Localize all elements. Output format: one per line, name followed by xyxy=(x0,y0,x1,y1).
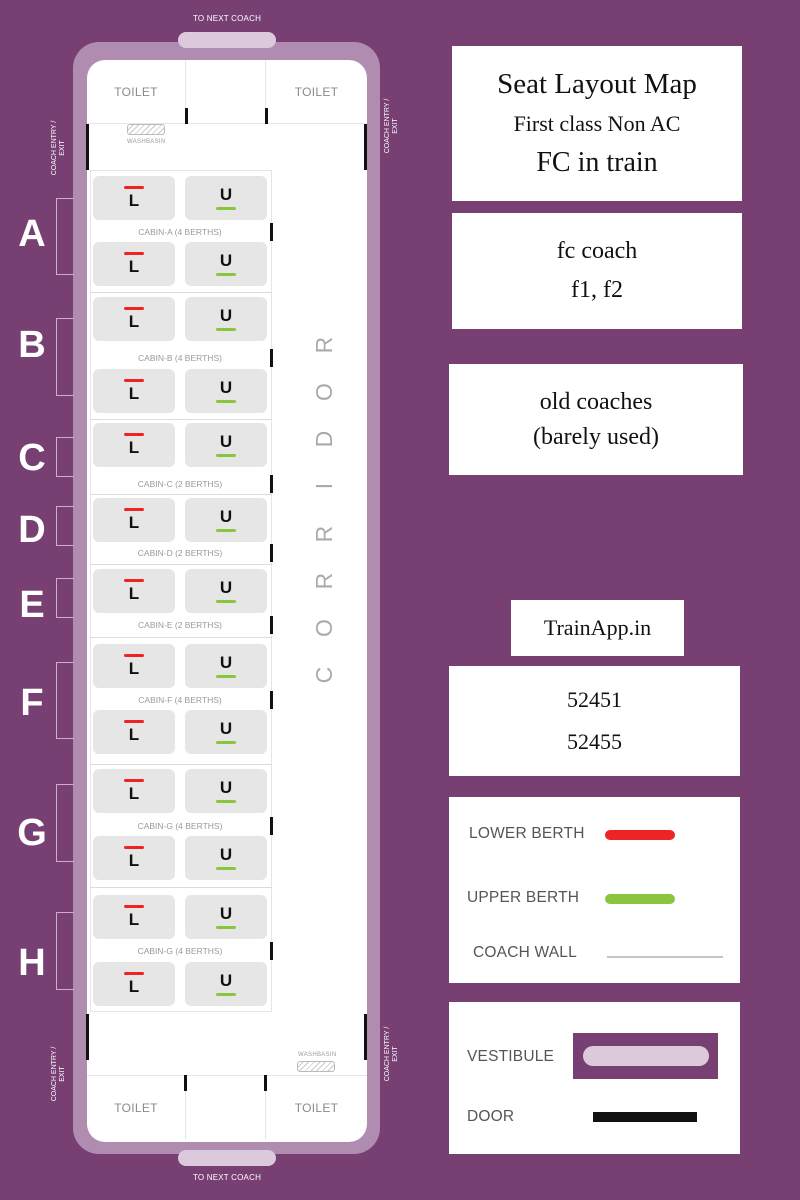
cabin-door xyxy=(270,817,273,835)
toilet-top-right: TOILET xyxy=(266,60,367,124)
coach-entry-door xyxy=(86,1014,89,1060)
legend-card-2 xyxy=(449,1002,740,1154)
upper-berth[interactable]: U xyxy=(185,710,267,754)
legend-wall-label: COACH WALL xyxy=(473,944,577,961)
title-card xyxy=(452,46,742,201)
lower-berth[interactable]: L xyxy=(93,836,175,880)
coach-entry-label: COACH ENTRY / EXIT xyxy=(384,98,399,154)
legend-lower-label: LOWER BERTH xyxy=(469,825,585,842)
upper-berth[interactable]: U xyxy=(185,498,267,542)
coach-entry-label: COACH ENTRY / EXIT xyxy=(51,120,66,176)
trains-card xyxy=(449,666,740,776)
corridor-label xyxy=(304,330,344,690)
legend-door-swatch xyxy=(593,1112,697,1122)
note-card xyxy=(449,364,743,475)
coach-entry-label: COACH ENTRY / EXIT xyxy=(384,1026,399,1082)
lower-berth[interactable]: L xyxy=(93,769,175,813)
cabin-caption: CABIN-C (2 BERTHS) xyxy=(137,479,223,489)
lower-berth[interactable]: L xyxy=(93,962,175,1006)
toilet-bottom-left: TOILET xyxy=(87,1075,186,1139)
upper-berth[interactable]: U xyxy=(185,369,267,413)
corridor-letter: O xyxy=(311,618,337,637)
upper-berth[interactable]: U xyxy=(185,962,267,1006)
cabin-divider xyxy=(90,764,272,765)
cabin-caption: CABIN-E (2 BERTHS) xyxy=(138,620,222,630)
door-mark xyxy=(185,108,188,124)
vestibule-top xyxy=(178,32,276,48)
door-mark xyxy=(264,1075,267,1091)
site-link[interactable]: TrainApp.in xyxy=(543,615,652,640)
legend-card xyxy=(449,797,740,983)
cabin-door xyxy=(270,475,273,493)
lower-berth[interactable]: L xyxy=(93,498,175,542)
cabin-door xyxy=(270,942,273,960)
cabin-door xyxy=(270,691,273,709)
lower-berth[interactable]: L xyxy=(93,423,175,467)
corridor-letter: I xyxy=(311,483,337,490)
cabin-caption: CABIN-F (4 BERTHS) xyxy=(138,695,222,705)
upper-berth[interactable]: U xyxy=(185,176,267,220)
upper-berth[interactable]: U xyxy=(185,569,267,613)
cabin-caption: CABIN-G (4 BERTHS) xyxy=(137,821,223,831)
door-mark xyxy=(184,1075,187,1091)
cabin-divider xyxy=(90,887,272,888)
upper-berth[interactable]: U xyxy=(185,895,267,939)
cabin-bracket xyxy=(56,318,74,396)
cabin-letter-c: C xyxy=(18,437,46,479)
cabin-bracket xyxy=(56,198,74,275)
legend-lower-swatch xyxy=(605,830,675,840)
coach-type-text: fc coach xyxy=(556,238,638,264)
cabin-letter-a: A xyxy=(18,213,46,255)
washbasin-label: WASHBASIN xyxy=(127,139,166,145)
cabin-bracket xyxy=(56,437,74,477)
cabin-bracket xyxy=(56,506,74,546)
lower-berth[interactable]: L xyxy=(93,297,175,341)
legend-vestibule-swatch xyxy=(573,1033,718,1079)
cabin-door xyxy=(270,349,273,367)
to-next-coach-bottom-label: TO NEXT COACH xyxy=(192,1173,262,1182)
cabin-divider xyxy=(90,564,272,565)
corridor-letter: R xyxy=(311,525,337,542)
coach-entry-door xyxy=(364,1014,367,1060)
upper-berth[interactable]: U xyxy=(185,836,267,880)
cabin-divider xyxy=(90,637,272,638)
coach-codes-text: f1, f2 xyxy=(571,277,623,303)
legend-wall-swatch xyxy=(607,956,723,958)
corridor-letter: R xyxy=(311,572,337,590)
coach-entry-door xyxy=(86,124,89,170)
lower-berth[interactable]: L xyxy=(93,369,175,413)
legend-door-label: DOOR xyxy=(467,1108,515,1125)
train-number: 52455 xyxy=(567,729,622,754)
corridor-letter: O xyxy=(311,383,337,402)
door-mark xyxy=(265,108,268,124)
legend-upper-label: UPPER BERTH xyxy=(467,889,580,906)
lower-berth[interactable]: L xyxy=(93,710,175,754)
cabin-door xyxy=(270,544,273,562)
legend-upper-swatch xyxy=(605,894,675,904)
cabin-letter-h: H xyxy=(18,942,46,984)
corridor-letter: D xyxy=(311,430,337,448)
cabin-bracket xyxy=(56,784,74,862)
toilet-top-left: TOILET xyxy=(87,60,186,124)
page-tagline: FC in train xyxy=(536,147,658,178)
toilet-bottom-middle xyxy=(186,1075,266,1139)
lower-berth[interactable]: L xyxy=(93,242,175,286)
cabin-divider xyxy=(90,292,272,293)
cabin-door xyxy=(270,223,273,241)
coach-entry-door xyxy=(364,124,367,170)
cabin-letter-e: E xyxy=(19,584,45,626)
coach-card xyxy=(452,213,742,329)
cabin-letter-b: B xyxy=(18,324,46,366)
train-number: 52451 xyxy=(567,687,622,712)
site-card[interactable] xyxy=(511,600,684,656)
washbasin-icon xyxy=(297,1061,335,1072)
note-line-2: (barely used) xyxy=(533,423,659,450)
lower-berth[interactable]: L xyxy=(93,569,175,613)
upper-berth[interactable]: U xyxy=(185,644,267,688)
upper-berth[interactable]: U xyxy=(185,423,267,467)
cabin-bracket xyxy=(56,578,74,618)
lower-berth[interactable]: L xyxy=(93,176,175,220)
washbasin-label: WASHBASIN xyxy=(298,1052,337,1058)
note-line-1: old coaches xyxy=(539,388,653,415)
legend-vestibule-label: VESTIBULE xyxy=(467,1048,555,1065)
cabin-caption: CABIN-D (2 BERTHS) xyxy=(137,548,223,558)
page-subtitle: First class Non AC xyxy=(513,111,681,136)
to-next-coach-top-label: TO NEXT COACH xyxy=(192,14,262,23)
legend-vestibule-pill xyxy=(583,1046,709,1066)
cabin-divider xyxy=(90,419,272,420)
coach-entry-label: COACH ENTRY / EXIT xyxy=(51,1046,66,1102)
corridor-letter: R xyxy=(311,336,337,354)
upper-berth[interactable]: U xyxy=(185,242,267,286)
cabin-letter-g: G xyxy=(17,812,47,854)
lower-berth[interactable]: L xyxy=(93,895,175,939)
cabin-letter-f: F xyxy=(20,682,44,724)
upper-berth[interactable]: U xyxy=(185,297,267,341)
toilet-bottom-right: TOILET xyxy=(266,1075,367,1139)
lower-berth[interactable]: L xyxy=(93,644,175,688)
page-title: Seat Layout Map xyxy=(497,68,697,100)
cabin-divider xyxy=(90,494,272,495)
cabin-letter-d: D xyxy=(18,509,46,551)
toilet-top-middle xyxy=(186,60,266,124)
cabin-bracket xyxy=(56,662,74,739)
cabin-caption: CABIN-A (4 BERTHS) xyxy=(138,227,222,237)
cabin-caption: CABIN-G (4 BERTHS) xyxy=(137,946,223,956)
cabin-bracket xyxy=(56,912,74,990)
cabin-door xyxy=(270,616,273,634)
cabin-caption: CABIN-B (4 BERTHS) xyxy=(138,353,222,363)
corridor-letter: C xyxy=(311,666,337,684)
upper-berth[interactable]: U xyxy=(185,769,267,813)
vestibule-bottom xyxy=(178,1150,276,1166)
washbasin-icon xyxy=(127,124,165,135)
